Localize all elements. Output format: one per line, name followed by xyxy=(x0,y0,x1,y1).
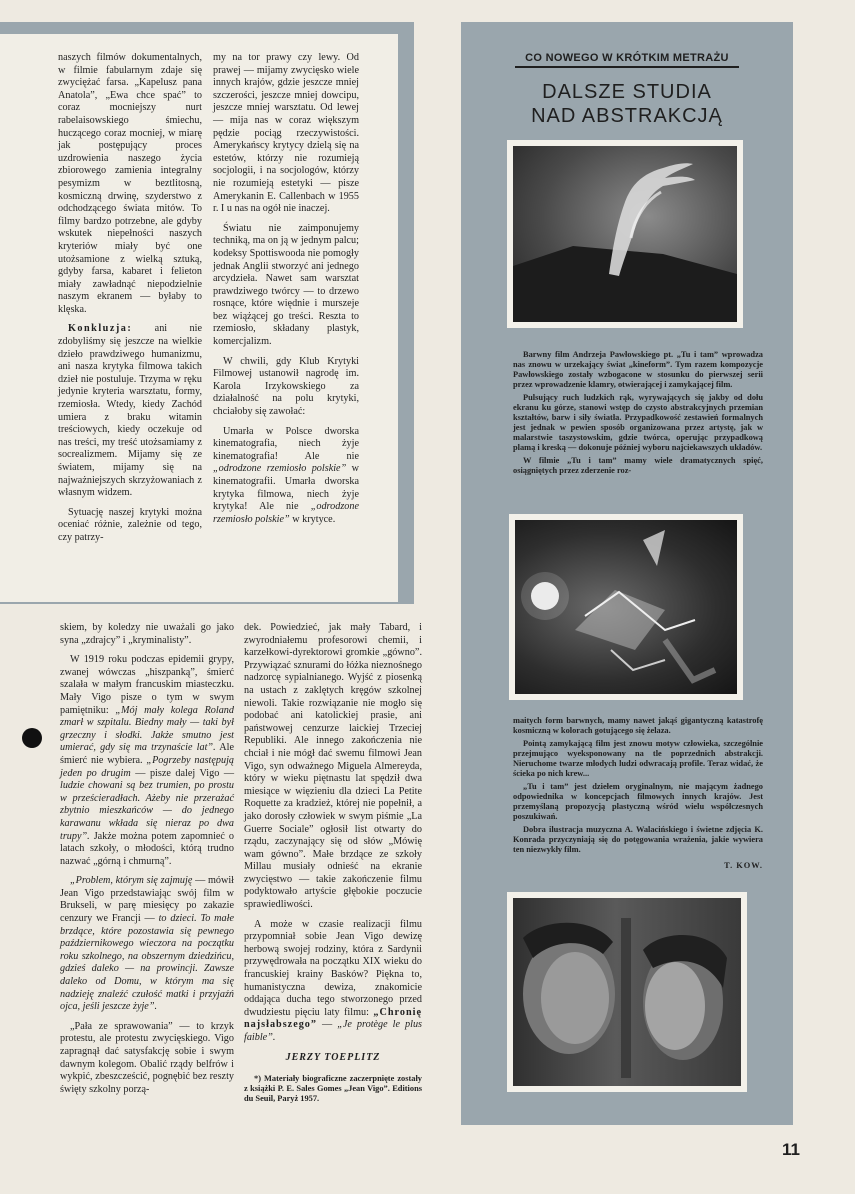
paragraph: Światu nie zaimponujemy techniką, ma on ją w jednym palcu; kodeksy Spottiswooda nie pomogły jednak Anglii stworzyć ani jednego arcydzieła. Nawet sam warsztat prawdziwego twórcy — to drzewo rosnące, które więdnie i murszeje bez wiążącej go treści. Reszta to rzemiosło, składany plastyk, komercjalizm. xyxy=(213,222,359,348)
page-number: 11 xyxy=(782,1140,800,1159)
film-still-abstraction xyxy=(509,514,743,700)
boxed-column-right xyxy=(213,52,359,533)
sidebar-kicker: CO NOWEGO W KRÓTKIM METRAŻU xyxy=(515,52,739,68)
paragraph: „Pała ze sprawowania” — to krzyk protestu, ale protestu zwycięskiego. Vigo zapragnął dać satysfakcję sobie i swym dawnym kolegom. Obalić rządy belfrów i wykpić, zbeszcześcić, pognębić bez reszty święty szkolny porzą- xyxy=(60,1020,234,1095)
headline-line: DALSZE STUDIA xyxy=(542,81,712,103)
spaced-quote: „Chronię najsłabszego” xyxy=(244,1006,422,1031)
caption-paragraph: W filmie „Tu i tam” mamy wiele dramatycznych spięć, osiągniętych przez zderzenie roz- xyxy=(513,456,763,475)
sidebar-box xyxy=(461,22,793,1125)
caption-paragraph: Dobra ilustracja muzyczna A. Walacińskiego i świetne zdjęcia K. Konrada przyczyniają się do potęgowania wrażenia, jakie wywiera ten niezwykły film. xyxy=(513,825,763,854)
paragraph: dek. Powiedzieć, jak mały Tabard, i zwyrodniałemu profesorowi chemii, i karzełkowi-dyrektorowi gromkie „gówno”. Przywiązać sznurami do łóżka nieznośnego nadzorcę sypialnianego. Wyjść z piosenką na ustach z zaklętych kręgów szkolnej niewoli. Takie rozwiązanie nie mogło się podobać ani katolickiej prasie, ani państwowej cenzurze laickiej Trzeciej Republiki. Ale innego zakończenia nie chciał i nie mógł dać swemu filmowi Jean Vigo, syn odważnego Miguela Almereyda, który w wieku piętnastu lat spędził dwa miesiące w więzieniu dla dzieci La Petite Roquette za kradzież, której nie popełnił, a jako dorosły człowiek w swym piśmie „La Guerre Sociale” ogłosił list otwarty do rządu, zaczynający się od słów „Mówię wam gówno”. Małe brzdące ze szkoły Millau musiały odnieść na ekranie zwycięstwo — takie zakończenie filmu podyktowało artyście głębokie poczucie sprawiedliwości. xyxy=(244,622,422,911)
text: A może w czasie realizacji filmu przypomniał sobie Jean Vigo dewizę herbową swojej rodziny, która z Sardynii przywędrowała na początku XIX wieku do francuskiej krainy Basków? Piękna to, humanistyczna dewiza, znakomicie oddająca ducha tego stworzonego przed dwudziestu pięciu laty filmu: xyxy=(244,918,422,1018)
film-still-faces xyxy=(507,892,747,1092)
emphasis: „Mój mały kolega Roland zmarł w szpitalu. Biedny mały — taki był grzeczny i słodki. Jakże smutno jest umierać, gdy się ma trzynaście lat”. xyxy=(60,704,234,754)
author-signature: JERZY TOEPLITZ xyxy=(285,1051,381,1063)
caption-first xyxy=(513,350,763,479)
boxed-column-left xyxy=(58,52,202,552)
paragraph: naszych filmów dokumentalnych, w filmie fabularnym zdaje się zwyciężać farsa. „Kapelusz pana Anatola”, „Ewa chce spać” to coraz mocniejszy nurt rabelaisowskiego śmiechu, huczącego coraz mocniej, w miarę jak postępujący proces uzdrowienia naszego życia zbiorowego zamienia integralny pesymizm w beztlitosną, kosmiczną drwinę, szyderstwo z odchodzącego świata mitów. To filmy bardzo potrzebne, ale gdyby wskutek niepełności naszych kryteriów miały być one utożsamione z wielką sztuką, gdyby farsa, kabaret i felieton miały zawładnąć niepodzielnie naszym ekranem — byłaby to klęska. xyxy=(58,52,202,315)
hand-illustration xyxy=(513,146,737,322)
text: — xyxy=(322,1019,333,1031)
emphasis: ludzie chowani są bez trumien, po prostu w prześcieradłach. Ażeby nie przerażać zbytnio mieszkańców — do jednego karawanu wkłada się nieraz po dwa trupy”. xyxy=(60,780,234,842)
caption-signature: T. KOW. xyxy=(724,861,763,870)
caption-paragraph: Pulsujący ruch ludzkich rąk, wyrywających się jakby od dołu ekranu ku górze, stanowi wstęp do czysto abstrakcyjnych przemian kształtów, barw i siły światła. Przypadkowość zestawień formalnych jest jednak w pewien sposób organizowana przez artystę, jak w malarstwie taszystowskim, gdzie twórca, operując przypadkową plamą i kreską — dokonuje później wyboru najciekawszych układów. xyxy=(513,393,763,452)
headline-line: NAD ABSTRAKCJĄ xyxy=(531,105,723,127)
text: — pisze dalej Vigo — xyxy=(135,767,235,779)
paragraph xyxy=(58,323,202,499)
abstract-shapes xyxy=(515,520,737,694)
caption-paragraph: Pointą zamykającą film jest znowu motyw człowieka, szczególnie przejmująco wyeksponowany na tle poprzednich abstrakcji. Nieruchome twarze młodych ludzi odwracają profile. Teraz widać, że ścieka po nich krew... xyxy=(513,739,763,778)
punch-hole-bottom xyxy=(22,728,42,748)
emphasis: „Je protège le plus faible”. xyxy=(244,1019,423,1043)
emphasis: „Pogrzeby następują jeden po drugim xyxy=(60,754,234,779)
caption-second xyxy=(513,716,763,871)
text: Jakże można potem zapomnieć o latach szkoły, o młodości, którą trudno nazwać „górną i chmurną”. xyxy=(60,830,234,867)
paragraph xyxy=(60,654,234,868)
emphasis: to dzieci. To małe brzdące, które pozostawia się pewnego październikowego wieczora na początku roku szkolnego, na obszernym dziedzińcu, gdzieś daleko — na prowincji. Zawsze daleko od Domu, w którym ma się nadzieję znaleźć czułość matki i przyjaźń ojca, jeśli jeszcze żyje”. xyxy=(60,913,234,1013)
film-still-hand xyxy=(507,140,743,328)
two-faces-illustration xyxy=(513,898,741,1086)
boxed-article-frame xyxy=(0,22,414,604)
paragraph: skiem, by koledzy nie uważali go jako syna „zdrajcy” i „kryminalisty”. xyxy=(60,622,234,646)
film-still-abstraction-image xyxy=(515,520,737,694)
text: Umarła w Polsce dworska kinematografia, niech żyje kinematografia! Ale nie xyxy=(213,425,359,462)
article-column-right xyxy=(244,622,422,1104)
film-still-faces-image xyxy=(513,898,741,1086)
paragraph xyxy=(213,426,359,527)
caption-paragraph: Barwny film Andrzeja Pawłowskiego pt. „Tu i tam” wprowadza nas znowu w urzekający świat „kineform”. Tym razem kompozycje Pawłowskiego zostały wzbogacone w stosunku do pierwszej serii przez wprowadzenie klamry, otwierającej i zamykającej film. xyxy=(513,350,763,389)
lead-in: Konkluzja: xyxy=(68,323,133,335)
film-still-hand-image xyxy=(513,146,737,322)
paragraph xyxy=(60,875,234,1014)
text: W 1919 roku podczas epidemii grypy, zwanej wówczas „hiszpanką”, śmierć szalała w małym francuskim miasteczku. Mały Vigo pisze o tym w swym pamiętniku: xyxy=(60,654,234,716)
boxed-article xyxy=(0,34,398,602)
sidebar-headline xyxy=(461,80,793,128)
emphasis: „Problem, którym się zajmuję xyxy=(70,875,193,887)
paragraph xyxy=(244,919,422,1045)
paragraph: Sytuację naszej krytyki można oceniać różnie, zależnie od tego, czy patrzy- xyxy=(58,506,202,543)
article-column-left xyxy=(60,622,234,1103)
text: — mówił Jean Vigo przedstawiając swój film w Brukseli, w parę miesięcy po zakazie cenzury we Francji — xyxy=(60,875,235,925)
paragraph: W chwili, gdy Klub Krytyki Filmowej ustanowił nagrodę im. Karola Irzykowskiego za działalność na polu krytyki, chciałoby się zawołać: xyxy=(213,355,359,418)
caption-paragraph: „Tu i tam” jest dziełem oryginalnym, nie mającym żadnego odpowiednika w koncepcjach filmowych innych krajów. Jest przemyślaną propozycją plastyczną wśród wielu współczesnych poszukiwań. xyxy=(513,782,763,821)
text: w krytyce. xyxy=(292,513,336,525)
emphasis: „odrodzone rzemiosło polskie” xyxy=(213,463,347,475)
paragraph-text: ani nie zdobyliśmy się jeszcze na wielkie dzieło prawdziwego humanizmu, ani nasza krytyka filmowa takich dzieł nie postuluje. Trzyma w ręku jedynie kryteria warsztatu, formy, rzemiosła. Wtedy, kiedy Zachód umiera z braku witamin treściowych, kiedy oczekuje od nas treści, my treść utożsamiamy z socrealizmem. Mijamy się ze światem, mijamy się na najważniejszych skrzyżowaniach z własnym widzem. xyxy=(58,323,202,499)
footnote: *) Materiały biograficzne zaczerpnięte zostały z książki P. E. Sales Gomes „Jean Vigo”. Editions du Seuil, Paryż 1957. xyxy=(244,1074,422,1104)
caption-paragraph: maitych form barwnych, mamy nawet jakąś gigantyczną katastrofę kosmiczną w kolorach gotującego się żelaza. xyxy=(513,716,763,735)
text: w kinematografii. Umarła dworska krytyka filmowa, niech żyje krytyka! Ale nie xyxy=(213,463,360,513)
paragraph: my na tor prawy czy lewy. Od prawej — mijamy zwycięsko wiele innych krajów, gdzie jeszcze mniej szczerości, jeszcze mniej dowcipu, jeszcze mniej warsztatu. Od lewej — mija nas w coraz większym pędzie pociąg rzeczywistości. Amerykańscy krytycy dzielą się na estetów, którzy nie rozumieją socjologii, i na socjologów, którzy nie rozumieją estetyki — pisze Amerykanin E. Callenbach w 1955 r. I u nas na ogół nie inaczej. xyxy=(213,52,359,215)
emphasis: „odrodzone rzemiosło polskie” xyxy=(213,501,360,525)
text: Ale śmierć nie wybiera. xyxy=(60,742,235,766)
